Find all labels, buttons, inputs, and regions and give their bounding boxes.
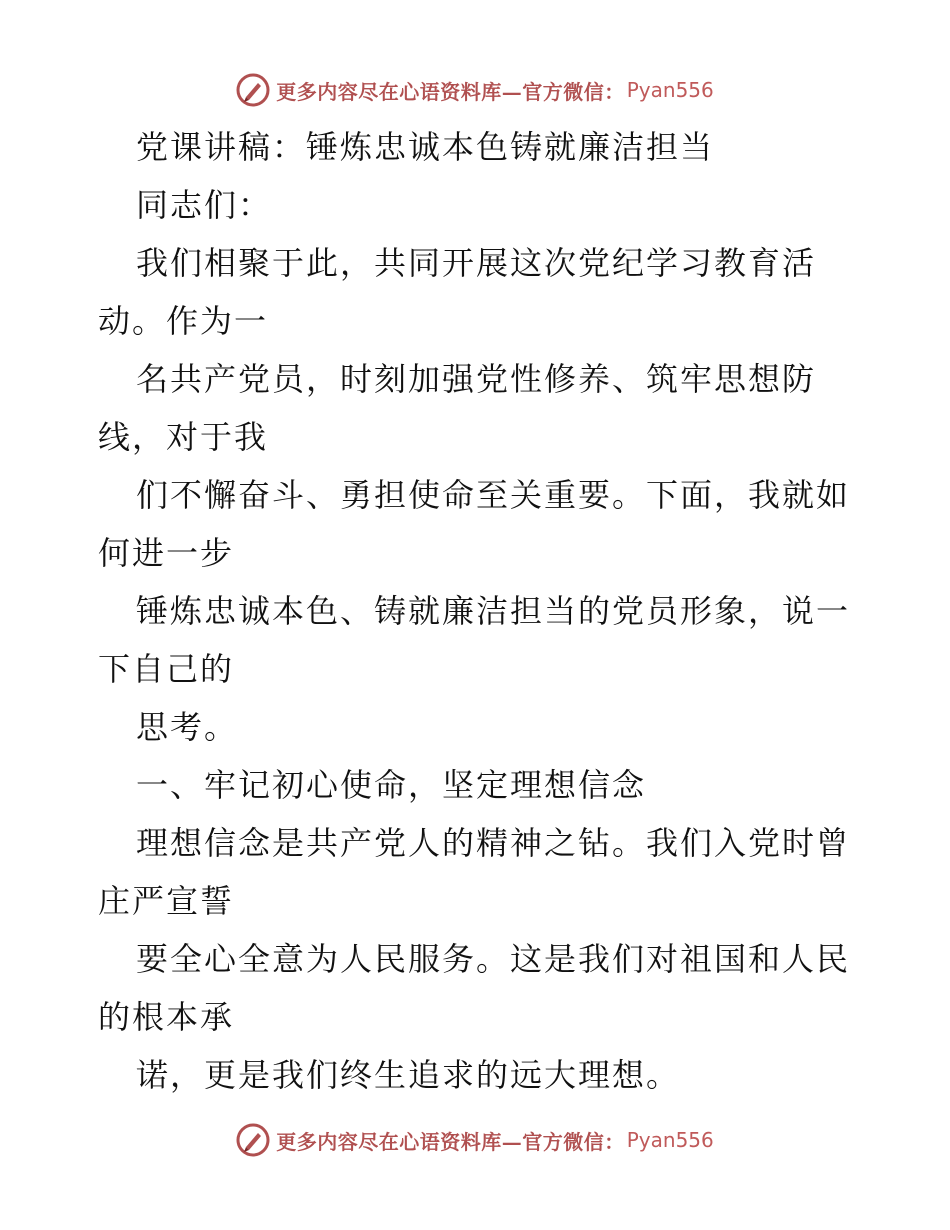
text-line: 下自己的 bbox=[98, 650, 235, 688]
watermark-text: 更多内容尽在心语资料库—官方微信： bbox=[276, 1129, 625, 1154]
text-line: 们不懈奋斗、勇担使命至关重要。下面，我就如 bbox=[136, 476, 851, 514]
text-line: 要全心全意为人民服务。这是我们对祖国和人民 bbox=[136, 940, 851, 978]
pen-logo-icon bbox=[236, 1123, 270, 1157]
text-line: 一、牢记初心使命，坚定理想信念 bbox=[136, 766, 647, 804]
text-line: 同志们： bbox=[136, 186, 273, 224]
text-line: 动。作为一 bbox=[98, 302, 269, 340]
watermark-handle: Pyan556 bbox=[626, 78, 714, 102]
text-line: 我们相聚于此，共同开展这次党纪学习教育活 bbox=[136, 244, 817, 282]
text-line: 党课讲稿：锤炼忠诚本色铸就廉洁担当 bbox=[136, 128, 715, 166]
text-line: 何进一步 bbox=[98, 534, 235, 572]
pen-logo-icon bbox=[236, 73, 270, 107]
text-line: 线，对于我 bbox=[98, 418, 269, 456]
footer-watermark bbox=[0, 1120, 950, 1160]
text-line: 庄严宣誓 bbox=[98, 882, 235, 920]
watermark-handle: Pyan556 bbox=[626, 1128, 714, 1152]
text-line: 名共产党员，时刻加强党性修养、筑牢思想防 bbox=[136, 360, 817, 398]
text-line: 锤炼忠诚本色、铸就廉洁担当的党员形象，说一 bbox=[136, 592, 851, 630]
text-line: 理想信念是共产党人的精神之钻。我们入党时曾 bbox=[136, 824, 851, 862]
text-line: 的根本承 bbox=[98, 998, 235, 1036]
header-watermark bbox=[0, 70, 950, 110]
text-line: 诺，更是我们终生追求的远大理想。 bbox=[136, 1056, 681, 1094]
watermark-text: 更多内容尽在心语资料库—官方微信： bbox=[276, 79, 625, 104]
text-line: 思考。 bbox=[136, 708, 239, 746]
document-body bbox=[98, 118, 858, 1104]
